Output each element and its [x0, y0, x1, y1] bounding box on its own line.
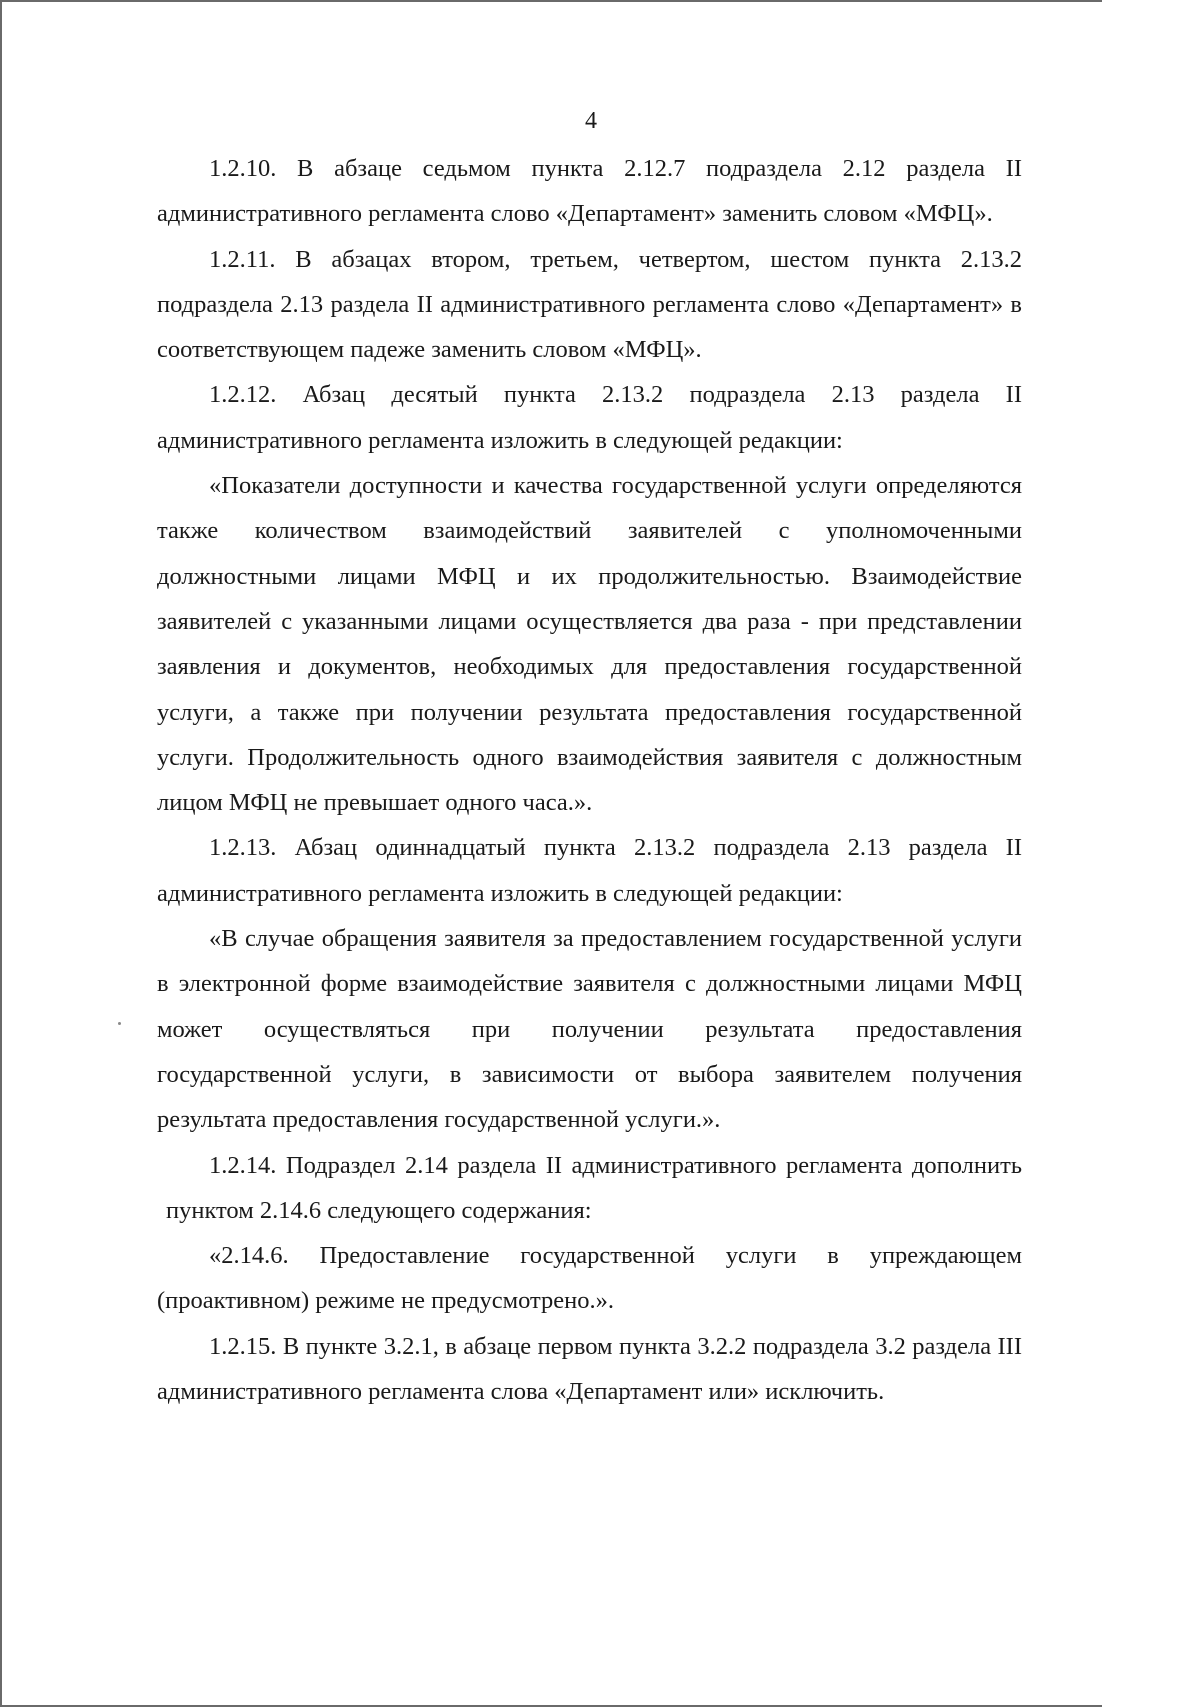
paragraph-1-2-13: 1.2.13. Абзац одиннадцатый пункта 2.13.2 подраздела 2.13 раздела II административного регламента изложить в следующей редакции: — [157, 834, 1022, 907]
document-body — [157, 146, 1022, 1414]
paragraph-1-2-15: 1.2.15. В пункте 3.2.1, в абзаце первом пункта 3.2.2 подраздела 3.2 раздела III административного регламента слова «Департамент или» исключить. — [157, 1332, 1022, 1406]
paragraph-1-2-14: 1.2.14. Подраздел 2.14 раздела II административного регламента дополнить пунктом 2.14.6 следующего содержания: — [166, 1151, 1022, 1224]
paragraph-1-2-12: 1.2.12. Абзац десятый пункта 2.13.2 подраздела 2.13 раздела II административного регламента изложить в следующей редакции: — [157, 381, 1022, 454]
scan-speck — [118, 1022, 121, 1025]
quoted-paragraph-indicators: «Показатели доступности и качества государственной услуги определяются также количеством взаимодействий заявителей с уполномоченными должностными лицами МФЦ и их продолжительностью. Взаимодействие заявителей с указанными лицами осуществляется два раза - при представлении заявления и документов, необходимых для предоставления государственной услуги, а также при получении результата предоставления государственной услуги. Продолжительность одного взаимодействия заявителя с должностным лицом МФЦ не превышает одного часа.». — [157, 472, 1022, 817]
paragraph-1-2-10: 1.2.10. В абзаце седьмом пункта 2.12.7 подраздела 2.12 раздела II административного регламента слово «Департамент» заменить словом «МФЦ». — [157, 155, 1022, 228]
quoted-paragraph-electronic-form: «В случае обращения заявителя за предоставлением государственной услуги в электронной форме взаимодействие заявителя с должностными лицами МФЦ может осуществляться при получении результата предоставления государственной услуги, в зависимости от выбора заявителем получения результата предоставления государственной услуги.». — [157, 925, 1022, 1134]
paragraph-1-2-11: 1.2.11. В абзацах втором, третьем, четвертом, шестом пункта 2.13.2 подраздела 2.13 раздела II административного регламента слово «Департамент» в соответствующем падеже заменить словом «МФЦ». — [157, 245, 1022, 364]
scan-edge-top — [0, 0, 1102, 2]
page-number: 4 — [585, 108, 597, 134]
scan-edge-left — [0, 0, 2, 1707]
quoted-paragraph-2-14-6: «2.14.6. Предоставление государственной услуги в упреждающем (проактивном) режиме не предусмотрено.». — [157, 1242, 1022, 1315]
